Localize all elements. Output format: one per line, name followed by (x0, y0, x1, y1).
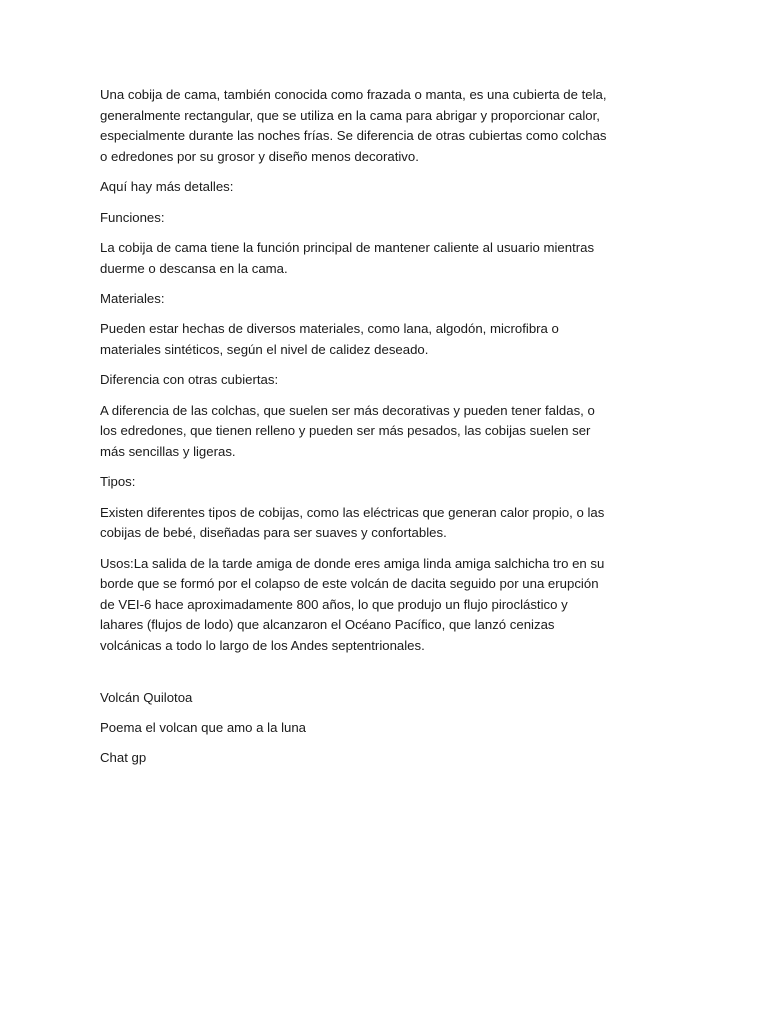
chat-line: Chat gp (100, 750, 147, 766)
materials-paragraph: Pueden estar hechas de diversos materiales, como lana, algodón, microfibra o materiales sintéticos, según el nivel de calidez deseado. (100, 321, 559, 357)
difference-paragraph: A diferencia de las colchas, que suelen ser más decorativas y pueden tener faldas, o los edredones, que tienen relleno y pueden ser más pesados, las cobijas suelen ser más sencillas y ligeras. (100, 402, 595, 459)
types-heading: Tipos: (100, 474, 136, 490)
types-paragraph: Existen diferentes tipos de cobijas, como las eléctricas que generan calor propio, o las cobijas de bebé, diseñadas para ser suaves y confortables. (100, 504, 605, 541)
difference-heading: Diferencia con otras cubiertas: (100, 372, 279, 388)
poem-line: Poema el volcan que amo a la luna (100, 720, 307, 736)
intro-paragraph: Una cobija de cama, también conocida como frazada o manta, es una cubierta de tela, generalmente rectangular, que se utiliza en la cama para abrigar y proporcionar calor, especialmente durante las noches frías. Se diferencia de otras cubiertas como colchas o edredones por su grosor y diseño menos decorativo. (100, 87, 607, 164)
uses-paragraph: Usos:La salida de la tarde amiga de donde eres amiga linda amiga salchicha tro en su borde que se formó por el colapso de este volcán de dacita seguido por una erupción de VEI-6 hace aproximadamente 800 años, lo que produjo un flujo piroclástico y lahares (flujos de lodo) que alcanzaron el Océano Pacífico, que lanzó cenizas volcánicas a todo lo largo de los Andes septentrionales. (100, 555, 605, 654)
functions-paragraph: La cobija de cama tiene la función principal de mantener caliente al usuario mientras duerme o descansa en la cama. (100, 239, 595, 276)
volcano-title: Volcán Quilotoa (100, 689, 193, 705)
materials-heading: Materiales: (100, 290, 165, 306)
details-heading: Aquí hay más detalles: (100, 179, 234, 195)
document-body (100, 85, 610, 779)
functions-heading: Funciones: (100, 209, 165, 225)
